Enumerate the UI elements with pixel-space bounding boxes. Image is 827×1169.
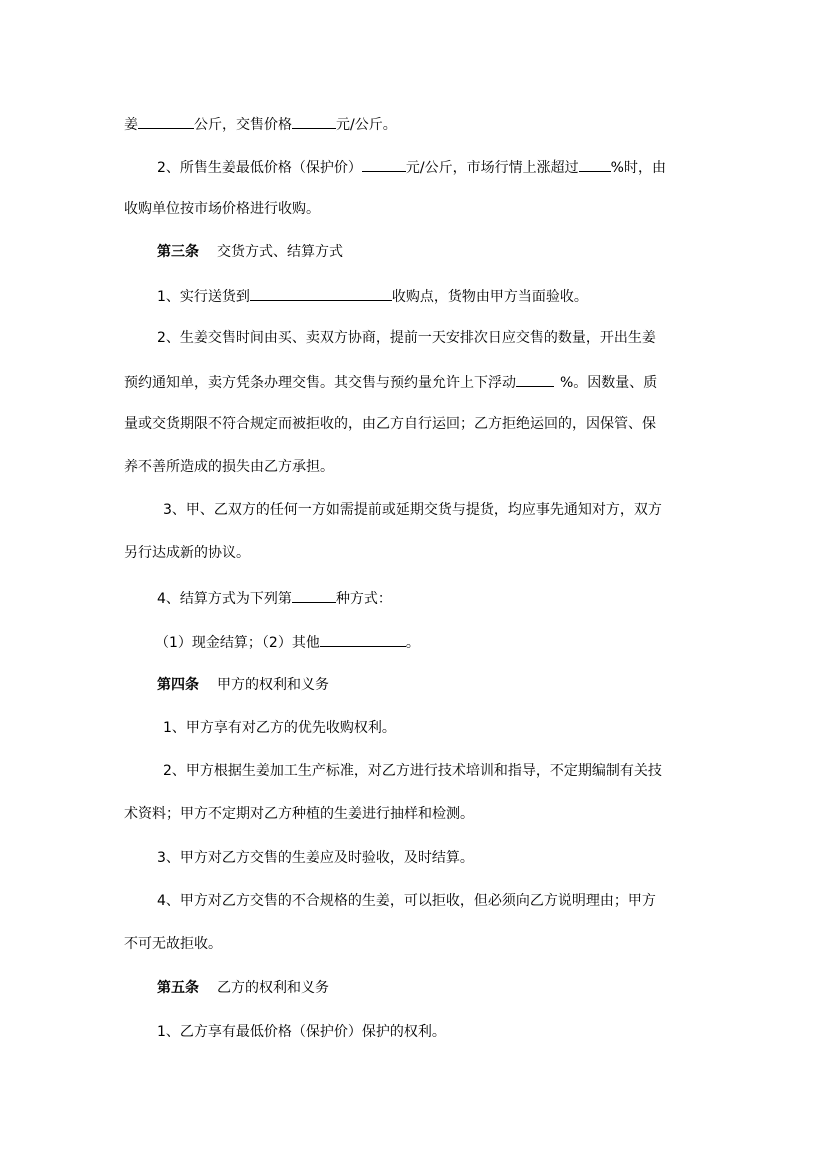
text: 元/公斤，市场行情上涨超过 (405, 160, 579, 176)
clause-4-3 (157, 849, 474, 867)
paragraph-price-continued (124, 114, 397, 134)
text: %时，由 (610, 160, 666, 176)
text: 。 (405, 635, 420, 651)
text: 4、甲方对乙方交售的不合规格的生姜，可以拒收，但必须向乙方说明理由；甲方 (157, 893, 656, 909)
blank-field (292, 588, 336, 603)
text: 种方式： (335, 591, 392, 607)
text: 收购单位按市场价格进行收购。 (124, 201, 320, 217)
text: %。因数量、质 (560, 375, 658, 391)
text: 量或交货期限不符合规定而被拒收的，由乙方自行运回；乙方拒绝运回的，因保管、保 (124, 416, 656, 432)
text: 术资料；甲方不定期对乙方种植的生姜进行抽样和检测。 (124, 806, 474, 822)
blank-field (292, 114, 336, 129)
blank-field (138, 114, 194, 129)
clause-3-2-l2 (124, 372, 657, 392)
paragraph-min-price (157, 157, 666, 177)
clause-3-4-options (155, 632, 420, 652)
clause-3-2-l3 (124, 415, 656, 433)
clause-4-2-l2 (124, 805, 474, 823)
text: 收购点，货物由甲方当面验收。 (391, 289, 588, 305)
text: 2、所售生姜最低价格（保护价） (157, 160, 362, 176)
blank-field (320, 632, 406, 647)
text: 预约通知单，卖方凭条办理交售。其交售与预约量允许上下浮动 (124, 375, 516, 391)
clause-4-4-l2 (124, 935, 222, 953)
article-5-heading (157, 979, 329, 997)
clause-3-3-l2 (124, 544, 250, 562)
text: 3、甲、乙双方的任何一方如需提前或延期交货与提货，均应事先通知对方，双方 (163, 502, 662, 518)
article-title: 甲方的权利和义务 (217, 677, 329, 693)
blank-field (362, 157, 406, 172)
blank-field (516, 372, 554, 387)
text: 2、甲方根据生姜加工生产标准，对乙方进行技术培训和指导，不定期编制有关技 (163, 763, 662, 779)
text: 3、甲方对乙方交售的生姜应及时验收，及时结算。 (157, 850, 474, 866)
clause-3-1 (157, 286, 588, 306)
article-title: 交货方式、结算方式 (217, 244, 343, 260)
text: 不可无故拒收。 (124, 936, 222, 952)
clause-3-2-l1 (157, 329, 656, 347)
clause-3-3-l1 (163, 501, 662, 519)
text: 1、甲方享有对乙方的优先收购权利。 (163, 720, 396, 736)
article-number: 第四条 (157, 677, 199, 693)
clause-4-1 (163, 719, 396, 737)
article-number: 第三条 (157, 244, 199, 260)
text: （1）现金结算；（2）其他 (155, 635, 320, 651)
blank-field (579, 157, 611, 172)
article-3-heading (157, 243, 343, 261)
clause-4-4-l1 (157, 892, 656, 910)
article-number: 第五条 (157, 980, 199, 996)
clause-3-4 (157, 588, 392, 608)
text: 养不善所造成的损失由乙方承担。 (124, 459, 334, 475)
clause-5-1 (157, 1023, 446, 1041)
text: 元/公斤。 (336, 117, 397, 133)
text: 2、生姜交售时间由买、卖双方协商，提前一天安排次日应交售的数量，开出生姜 (157, 330, 656, 346)
text: 姜 (124, 117, 138, 133)
article-title: 乙方的权利和义务 (217, 980, 329, 996)
text: 另行达成新的协议。 (124, 545, 250, 561)
text: 1、实行送货到 (157, 289, 250, 305)
paragraph-min-price-cont (124, 200, 320, 218)
text: 4、结算方式为下列第 (157, 591, 292, 607)
article-4-heading (157, 676, 329, 694)
blank-field (250, 286, 392, 301)
text: 1、乙方享有最低价格（保护价）保护的权利。 (157, 1024, 446, 1040)
text: 公斤，交售价格 (194, 117, 292, 133)
clause-3-2-l4 (124, 458, 334, 476)
clause-4-2-l1 (163, 762, 662, 780)
